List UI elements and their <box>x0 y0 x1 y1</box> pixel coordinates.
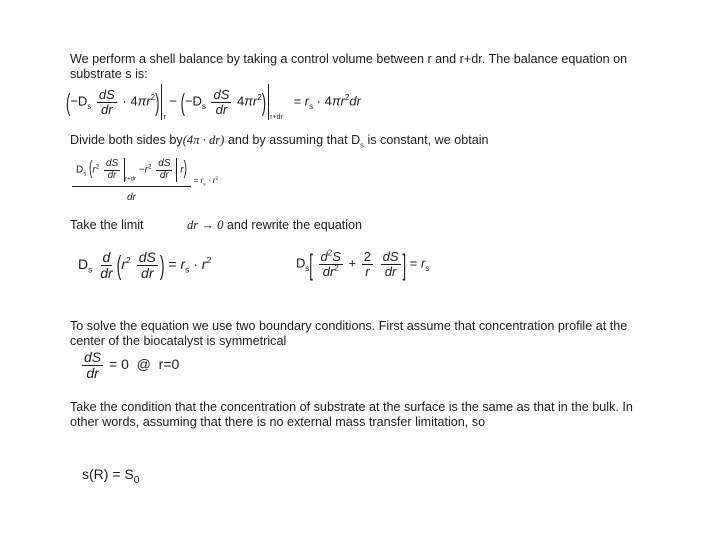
rewritten-equation-right: $D_s$[ $\frac{d^2S}{dr^2}$ + $\frac{2}{r}$ $\frac{dS}{dr}$ ] = $r_s$ <box>296 247 430 281</box>
surface-condition-paragraph: Take the condition that the concentration of substrate at the surface is the same as that in the bulk. In other words, assuming that there is no external mass transfer limitation, so <box>70 400 633 429</box>
assume-text: and by assuming that D <box>227 133 361 147</box>
surface-condition-text: s(R) = S <box>82 466 134 482</box>
assume-subscript: s <box>360 140 364 150</box>
divide-text: Divide both sides by <box>70 133 183 147</box>
boundary-condition-surface <box>82 466 140 486</box>
obtain-text: is constant, we obtain <box>363 133 489 147</box>
surface-condition-subscript: 0 <box>133 473 140 486</box>
boundary-conditions-paragraph: To solve the equation we use two boundary conditions. First assume that concentration profile at the center of the biocatalyst is symmetrical <box>70 319 628 348</box>
limit-expression: dr → 0 <box>187 218 224 232</box>
rewrite-text: and rewrite the equation <box>226 218 363 232</box>
rewritten-equation-left: $D_s$ $\frac{d}{dr}$ ($r^2$ $\frac{dS}{dr}$ ) = $r_s \cdot r^2$ <box>78 249 212 281</box>
intro-paragraph: We perform a shell balance by taking a control volume between r and r+dr. The balance equation on substrate s is: <box>70 52 628 81</box>
boundary-condition-center: $\frac{dS}{dr}$ = 0 @ r=0 <box>84 349 180 381</box>
at-symbol: @ <box>136 355 151 372</box>
limit-paragraph <box>70 218 660 233</box>
divide-paragraph <box>70 133 660 148</box>
shell-balance-equation: ($-D_s$ $\frac{dS}{dr}$ · $4\pi r^2)_r - (-D_s$ $\frac{dS}{dr}$ $4\pi r^2)_{r+dr} = r_s \cdot 4\pi r^2dr$ <box>66 84 361 121</box>
limit-text: Take the limit <box>70 218 144 232</box>
divided-equation: $D_s$ ($r^2$ $\frac{dS}{dr}$ $_{r+dr} -r^2$ $\frac{dS}{dr}$ r) dr = $r_s \cdot r^2$ <box>72 158 218 203</box>
center-condition: r=0 <box>158 355 180 372</box>
divide-expression: (4π · dr) <box>182 133 225 147</box>
